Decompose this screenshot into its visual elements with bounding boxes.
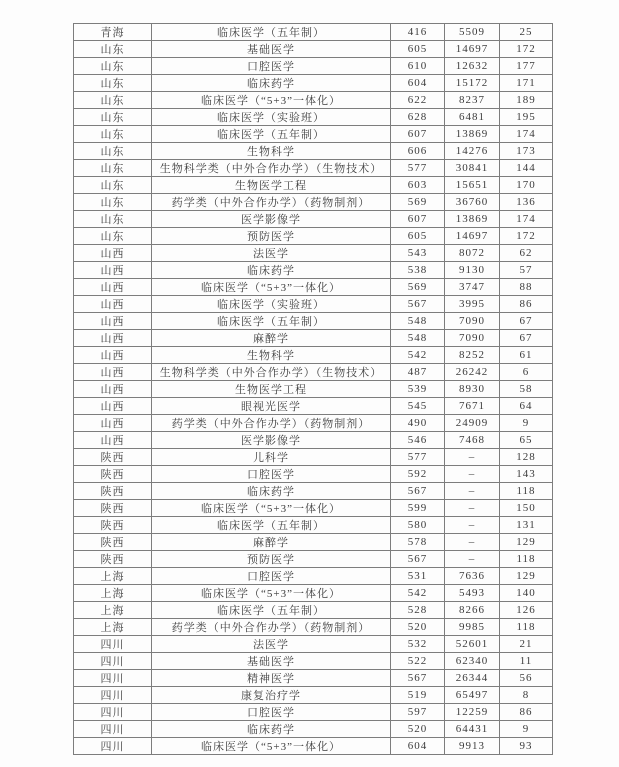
table-cell: 临床医学（五年制） xyxy=(152,517,391,534)
table-cell: 山东 xyxy=(74,126,152,143)
table-cell: 11 xyxy=(500,653,553,670)
table-cell: 170 xyxy=(500,177,553,194)
table-cell: 生物科学类（中外合作办学）（生物技术） xyxy=(152,160,391,177)
table-cell: 603 xyxy=(391,177,445,194)
table-row xyxy=(74,551,553,568)
table-cell: 36760 xyxy=(445,194,500,211)
table-cell: 康复治疗学 xyxy=(152,687,391,704)
table-cell: 山东 xyxy=(74,92,152,109)
table-cell: 189 xyxy=(500,92,553,109)
table-cell: 13869 xyxy=(445,126,500,143)
table-cell: 山东 xyxy=(74,143,152,160)
table-cell: 592 xyxy=(391,466,445,483)
table-cell: 四川 xyxy=(74,687,152,704)
table-cell: 四川 xyxy=(74,704,152,721)
table-cell: 542 xyxy=(391,347,445,364)
table-cell: 精神医学 xyxy=(152,670,391,687)
table-cell: 9985 xyxy=(445,619,500,636)
table-cell: 四川 xyxy=(74,738,152,755)
table-row xyxy=(74,194,553,211)
table-cell: 药学类（中外合作办学）（药物制剂） xyxy=(152,619,391,636)
table-cell: 临床医学（五年制） xyxy=(152,24,391,41)
table-cell: 山西 xyxy=(74,415,152,432)
table-cell: 13869 xyxy=(445,211,500,228)
table-cell: 生物科学类（中外合作办学）（生物技术） xyxy=(152,364,391,381)
table-cell: 四川 xyxy=(74,721,152,738)
table-cell: 532 xyxy=(391,636,445,653)
table-cell: 604 xyxy=(391,738,445,755)
table-cell: 口腔医学 xyxy=(152,466,391,483)
table-cell: 山西 xyxy=(74,279,152,296)
table-cell: 569 xyxy=(391,194,445,211)
table-row xyxy=(74,24,553,41)
table-cell: 临床医学（“5+3”一体化） xyxy=(152,585,391,602)
table-cell: 14276 xyxy=(445,143,500,160)
table-cell: 14697 xyxy=(445,41,500,58)
table-body xyxy=(74,24,553,755)
table-cell: 599 xyxy=(391,500,445,517)
table-cell: 山东 xyxy=(74,177,152,194)
table-cell: 山西 xyxy=(74,262,152,279)
table-cell: 416 xyxy=(391,24,445,41)
table-cell: – xyxy=(445,483,500,500)
table-cell: 7090 xyxy=(445,313,500,330)
table-cell: 7468 xyxy=(445,432,500,449)
table-row xyxy=(74,653,553,670)
table-cell: 临床药学 xyxy=(152,75,391,92)
table-row xyxy=(74,602,553,619)
table-cell: 临床医学（“5+3”一体化） xyxy=(152,279,391,296)
table-row xyxy=(74,670,553,687)
table-cell: 88 xyxy=(500,279,553,296)
table-cell: 9130 xyxy=(445,262,500,279)
table-cell: 青海 xyxy=(74,24,152,41)
table-row xyxy=(74,687,553,704)
table-cell: 65497 xyxy=(445,687,500,704)
table-cell: 8930 xyxy=(445,381,500,398)
table-cell: 567 xyxy=(391,551,445,568)
table-cell: 543 xyxy=(391,245,445,262)
table-cell: 山东 xyxy=(74,160,152,177)
table-cell: 四川 xyxy=(74,670,152,687)
table-cell: 上海 xyxy=(74,585,152,602)
table-row xyxy=(74,211,553,228)
table-cell: 临床医学（实验班） xyxy=(152,109,391,126)
table-cell: 临床医学（实验班） xyxy=(152,296,391,313)
table-cell: 8 xyxy=(500,687,553,704)
table-cell: 126 xyxy=(500,602,553,619)
table-cell: 临床医学（“5+3”一体化） xyxy=(152,500,391,517)
table-cell: 医学影像学 xyxy=(152,211,391,228)
table-cell: 567 xyxy=(391,296,445,313)
table-cell: 606 xyxy=(391,143,445,160)
table-row xyxy=(74,313,553,330)
table-cell: 临床医学（五年制） xyxy=(152,126,391,143)
table-cell: 522 xyxy=(391,653,445,670)
table-row xyxy=(74,109,553,126)
table-row xyxy=(74,262,553,279)
table-cell: 61 xyxy=(500,347,553,364)
table-cell: 6 xyxy=(500,364,553,381)
table-cell: 陕西 xyxy=(74,466,152,483)
table-cell: – xyxy=(445,534,500,551)
table-cell: 生物医学工程 xyxy=(152,381,391,398)
table-cell: 山东 xyxy=(74,109,152,126)
table-cell: 预防医学 xyxy=(152,551,391,568)
table-cell: 520 xyxy=(391,619,445,636)
table-cell: 174 xyxy=(500,126,553,143)
table-cell: 麻醉学 xyxy=(152,534,391,551)
table-cell: 9913 xyxy=(445,738,500,755)
table-cell: 山西 xyxy=(74,347,152,364)
table-cell: 山东 xyxy=(74,211,152,228)
table-row xyxy=(74,738,553,755)
table-cell: 86 xyxy=(500,296,553,313)
table-cell: 山西 xyxy=(74,398,152,415)
table-cell: 生物医学工程 xyxy=(152,177,391,194)
table-cell: 542 xyxy=(391,585,445,602)
table-cell: 519 xyxy=(391,687,445,704)
table-cell: 12632 xyxy=(445,58,500,75)
table-cell: 临床医学（“5+3”一体化） xyxy=(152,92,391,109)
table-cell: 21 xyxy=(500,636,553,653)
table-row xyxy=(74,330,553,347)
table-cell: – xyxy=(445,449,500,466)
table-cell: 172 xyxy=(500,41,553,58)
table-cell: 临床医学（“5+3”一体化） xyxy=(152,738,391,755)
table-cell: 604 xyxy=(391,75,445,92)
table-cell: 62 xyxy=(500,245,553,262)
table-cell: 山西 xyxy=(74,296,152,313)
table-cell: 62340 xyxy=(445,653,500,670)
table-cell: 山西 xyxy=(74,381,152,398)
table-cell: 陕西 xyxy=(74,500,152,517)
table-cell: 陕西 xyxy=(74,449,152,466)
table-cell: 5493 xyxy=(445,585,500,602)
table-cell: 567 xyxy=(391,670,445,687)
table-cell: 陕西 xyxy=(74,534,152,551)
table-cell: 24909 xyxy=(445,415,500,432)
table-row xyxy=(74,228,553,245)
table-cell: 607 xyxy=(391,211,445,228)
table-cell: 口腔医学 xyxy=(152,58,391,75)
table-row xyxy=(74,92,553,109)
table-cell: 基础医学 xyxy=(152,41,391,58)
table-cell: 118 xyxy=(500,483,553,500)
table-row xyxy=(74,704,553,721)
table-cell: – xyxy=(445,500,500,517)
admission-scores-table xyxy=(73,23,553,755)
table-cell: 3747 xyxy=(445,279,500,296)
table-cell: 四川 xyxy=(74,636,152,653)
table-cell: 118 xyxy=(500,619,553,636)
table-cell: 67 xyxy=(500,313,553,330)
table-cell: 578 xyxy=(391,534,445,551)
table-cell: – xyxy=(445,517,500,534)
table-cell: 65 xyxy=(500,432,553,449)
table-cell: 538 xyxy=(391,262,445,279)
table-cell: 93 xyxy=(500,738,553,755)
table-cell: 预防医学 xyxy=(152,228,391,245)
table-cell: 177 xyxy=(500,58,553,75)
table-cell: 528 xyxy=(391,602,445,619)
table-row xyxy=(74,75,553,92)
table-cell: 药学类（中外合作办学）（药物制剂） xyxy=(152,415,391,432)
table-cell: 临床药学 xyxy=(152,721,391,738)
table-cell: 569 xyxy=(391,279,445,296)
table-cell: 57 xyxy=(500,262,553,279)
table-cell: 545 xyxy=(391,398,445,415)
table-cell: 26242 xyxy=(445,364,500,381)
table-row xyxy=(74,619,553,636)
table-cell: 医学影像学 xyxy=(152,432,391,449)
table-cell: 山东 xyxy=(74,75,152,92)
table-cell: 172 xyxy=(500,228,553,245)
table-cell: 山东 xyxy=(74,228,152,245)
table-row xyxy=(74,415,553,432)
table-cell: 7636 xyxy=(445,568,500,585)
table-cell: 520 xyxy=(391,721,445,738)
table-row xyxy=(74,347,553,364)
table-cell: 3995 xyxy=(445,296,500,313)
table-cell: 15172 xyxy=(445,75,500,92)
table-cell: 四川 xyxy=(74,653,152,670)
table-cell: 生物科学 xyxy=(152,143,391,160)
table-cell: 上海 xyxy=(74,619,152,636)
table-cell: 山西 xyxy=(74,245,152,262)
table-cell: 8237 xyxy=(445,92,500,109)
table-cell: 597 xyxy=(391,704,445,721)
table-cell: 86 xyxy=(500,704,553,721)
table-cell: 山东 xyxy=(74,194,152,211)
table-cell: 麻醉学 xyxy=(152,330,391,347)
table-cell: 567 xyxy=(391,483,445,500)
table-row xyxy=(74,585,553,602)
table-cell: 605 xyxy=(391,228,445,245)
table-cell: 539 xyxy=(391,381,445,398)
table-row xyxy=(74,636,553,653)
table-cell: 陕西 xyxy=(74,517,152,534)
table-cell: 67 xyxy=(500,330,553,347)
table-cell: 64 xyxy=(500,398,553,415)
table-row xyxy=(74,58,553,75)
table-cell: 山东 xyxy=(74,58,152,75)
table-cell: 法医学 xyxy=(152,636,391,653)
table-cell: 628 xyxy=(391,109,445,126)
table-row xyxy=(74,721,553,738)
table-cell: 128 xyxy=(500,449,553,466)
table-cell: 622 xyxy=(391,92,445,109)
table-row xyxy=(74,517,553,534)
table-cell: 山西 xyxy=(74,330,152,347)
table-cell: 8266 xyxy=(445,602,500,619)
table-cell: 15651 xyxy=(445,177,500,194)
table-cell: 577 xyxy=(391,160,445,177)
table-cell: 30841 xyxy=(445,160,500,177)
table-cell: 580 xyxy=(391,517,445,534)
table-cell: 山西 xyxy=(74,432,152,449)
table-cell: 药学类（中外合作办学）（药物制剂） xyxy=(152,194,391,211)
table-cell: 136 xyxy=(500,194,553,211)
table-row xyxy=(74,364,553,381)
table-cell: 58 xyxy=(500,381,553,398)
table-cell: 临床医学（五年制） xyxy=(152,313,391,330)
table-cell: 山西 xyxy=(74,313,152,330)
table-cell: 生物科学 xyxy=(152,347,391,364)
table-cell: 64431 xyxy=(445,721,500,738)
table-cell: 山西 xyxy=(74,364,152,381)
table-cell: 610 xyxy=(391,58,445,75)
table-cell: 14697 xyxy=(445,228,500,245)
table-cell: 607 xyxy=(391,126,445,143)
table-row xyxy=(74,568,553,585)
table-cell: 7671 xyxy=(445,398,500,415)
table-cell: 上海 xyxy=(74,602,152,619)
table-cell: 12259 xyxy=(445,704,500,721)
table-row xyxy=(74,279,553,296)
table-cell: 25 xyxy=(500,24,553,41)
table-cell: 临床药学 xyxy=(152,262,391,279)
table-row xyxy=(74,449,553,466)
table-cell: 140 xyxy=(500,585,553,602)
table-cell: 5509 xyxy=(445,24,500,41)
table-cell: 儿科学 xyxy=(152,449,391,466)
table-cell: 144 xyxy=(500,160,553,177)
table-cell: 531 xyxy=(391,568,445,585)
table-cell: 546 xyxy=(391,432,445,449)
table-cell: 山东 xyxy=(74,41,152,58)
table-cell: 118 xyxy=(500,551,553,568)
table-cell: 195 xyxy=(500,109,553,126)
table-row xyxy=(74,245,553,262)
table-row xyxy=(74,126,553,143)
table-cell: 上海 xyxy=(74,568,152,585)
table-cell: 陕西 xyxy=(74,551,152,568)
table-row xyxy=(74,432,553,449)
table-cell: – xyxy=(445,551,500,568)
table-cell: 基础医学 xyxy=(152,653,391,670)
table-row xyxy=(74,177,553,194)
table-cell: 129 xyxy=(500,534,553,551)
table-cell: 174 xyxy=(500,211,553,228)
table-cell: 7090 xyxy=(445,330,500,347)
table-cell: 52601 xyxy=(445,636,500,653)
table-row xyxy=(74,160,553,177)
table-cell: 8072 xyxy=(445,245,500,262)
table-cell: 56 xyxy=(500,670,553,687)
table-cell: 129 xyxy=(500,568,553,585)
table-cell: 173 xyxy=(500,143,553,160)
table-cell: 143 xyxy=(500,466,553,483)
table-cell: 548 xyxy=(391,313,445,330)
table-row xyxy=(74,483,553,500)
table-row xyxy=(74,534,553,551)
table-cell: 口腔医学 xyxy=(152,704,391,721)
table-row xyxy=(74,398,553,415)
table-cell: 26344 xyxy=(445,670,500,687)
table-cell: 487 xyxy=(391,364,445,381)
table-cell: 171 xyxy=(500,75,553,92)
table-cell: 6481 xyxy=(445,109,500,126)
table-cell: 临床药学 xyxy=(152,483,391,500)
table-row xyxy=(74,41,553,58)
table-cell: 577 xyxy=(391,449,445,466)
table-cell: 8252 xyxy=(445,347,500,364)
table-row xyxy=(74,500,553,517)
table-cell: 9 xyxy=(500,721,553,738)
table-cell: 548 xyxy=(391,330,445,347)
table-cell: 法医学 xyxy=(152,245,391,262)
table-cell: 605 xyxy=(391,41,445,58)
table-cell: 131 xyxy=(500,517,553,534)
table-row xyxy=(74,296,553,313)
table-row xyxy=(74,466,553,483)
table-cell: 眼视光医学 xyxy=(152,398,391,415)
table-cell: – xyxy=(445,466,500,483)
table-cell: 9 xyxy=(500,415,553,432)
table-cell: 口腔医学 xyxy=(152,568,391,585)
table-row xyxy=(74,381,553,398)
table-cell: 490 xyxy=(391,415,445,432)
table-row xyxy=(74,143,553,160)
table-cell: 150 xyxy=(500,500,553,517)
table-cell: 临床医学（五年制） xyxy=(152,602,391,619)
table-cell: 陕西 xyxy=(74,483,152,500)
